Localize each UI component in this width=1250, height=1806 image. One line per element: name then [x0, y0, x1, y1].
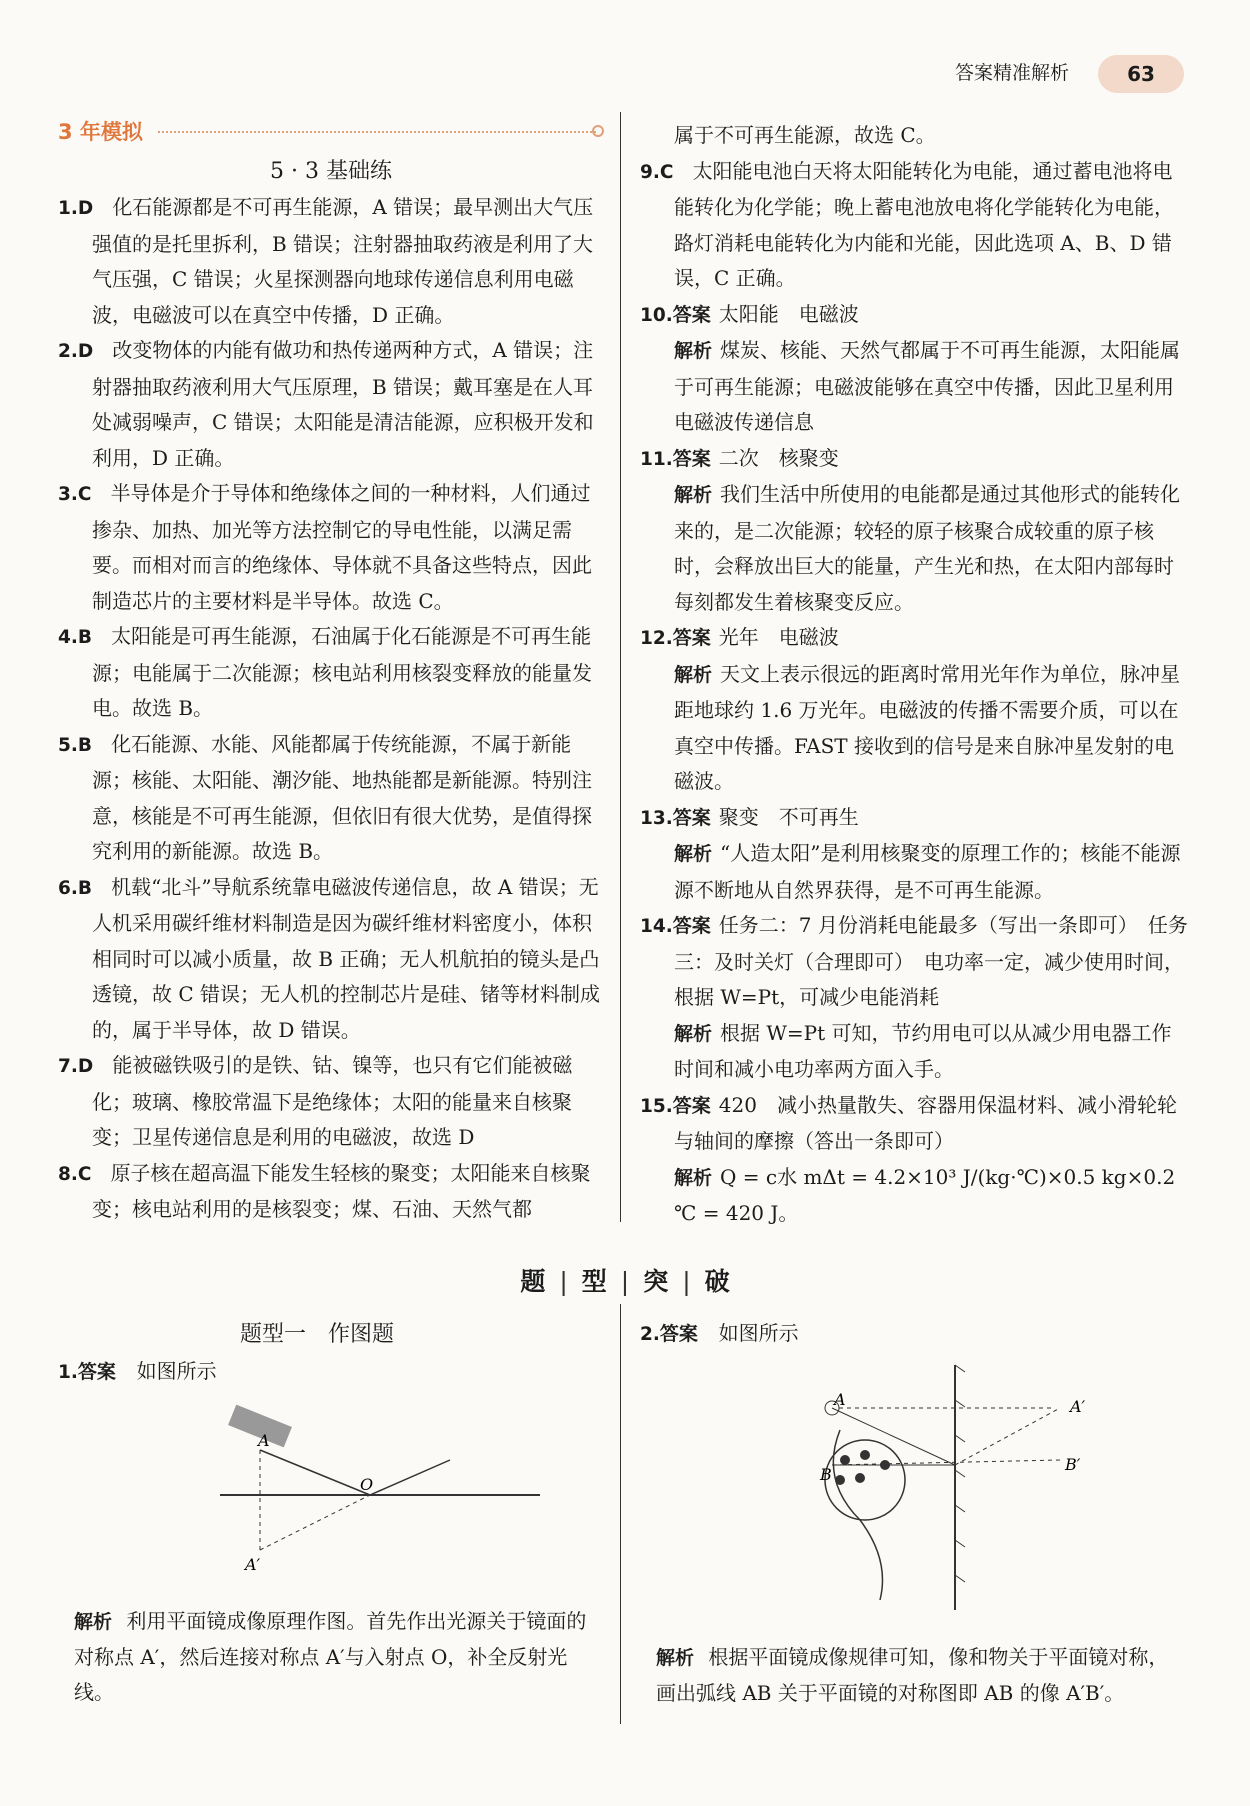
list-item: 6.B 机载“北斗”导航系统靠电磁波传递信息，故 A 错误；无人机采用碳纤维材料制造是因为碳纤维材料密度小，体积相同时可以减小质量，故 B 正确；无人机航拍的镜头是凸透镜，故 C 错误；无人机的控制芯片是硅、锗等材料制成的，属于半导体，故 D 错误。	[58, 874, 601, 1042]
explanation: 解析 煤炭、核能、天然气都属于不可再生能源，太阳能属于可再生能源；电磁波能够在真空中传播，因此卫星利用电磁波传递信息	[674, 338, 1181, 434]
continuation-text: 属于不可再生能源，故选 C。	[674, 123, 936, 147]
list-item: 7.D 能被磁铁吸引的是铁、钴、镍等，也只有它们能被磁化；玻璃、橡胶常温下是绝缘体；太阳的能量来自核聚变；卫星传递信息是利用的电磁波，故选 D	[58, 1053, 573, 1149]
list-item: 8.C 原子核在超高温下能发生轻核的聚变；太阳能来自核聚变；核电站利用的是核裂变；煤、石油、天然气都	[58, 1160, 591, 1221]
column-divider-lower	[620, 1304, 621, 1724]
list-item: 1.D 化石能源都是不可再生能源，A 错误；最早测出大气压强值的是托里拆利，B 错误；注射器抽取药液是利用了大气压强，C 错误；火星探测器向地球传递信息利用电磁波，电磁波可以在真空中传播，D 正确。	[58, 195, 594, 327]
fig2-label-b: B	[820, 1465, 832, 1484]
explanation: 解析 “人造太阳”是利用核聚变的原理工作的；核能不能源源不断地从自然界获得，是不可再生能源。	[674, 841, 1181, 902]
type1-title: 题型一 作图题	[240, 1322, 395, 1347]
header-title: 答案精准解析	[955, 62, 1070, 84]
list-item: 12.答案 光年 电磁波	[640, 625, 839, 649]
explanation: 解析 天文上表示很远的距离时常用光年作为单位，脉冲星距地球约 1.6 万光年。电磁波的传播不需要介质，可以在真空中传播。FAST 接收到的信号是来自脉冲星发射的电磁波。	[674, 661, 1181, 793]
column-divider	[620, 112, 621, 1222]
q1-answer: 1.答案 如图所示	[58, 1359, 217, 1383]
section-title: 3 年模拟	[58, 120, 143, 144]
fig2-label-a-prime: A′	[1070, 1397, 1086, 1416]
opera-face-mirror-diagram	[720, 1360, 1120, 1620]
fig1-label-o: O	[360, 1475, 374, 1494]
list-item: 3.C 半导体是介于导体和绝缘体之间的一种材料，人们通过掺杂、加热、加光等方法控制它的导电性能，以满足需要。而相对而言的绝缘体、导体就不具备这些特点，因此制造芯片的主要材料是半导体。故选 C。	[58, 481, 592, 613]
page-number: 63	[1098, 55, 1184, 93]
section-divider	[158, 131, 596, 133]
right-column	[640, 118, 1188, 1232]
fig2-label-a: A	[834, 1390, 846, 1409]
fig1-label-a: A	[258, 1431, 270, 1450]
explanation: 解析 Q = c水 mΔt = 4.2×10³ J/(kg·℃)×0.5 kg×0.2 ℃ = 420 J。	[674, 1164, 1176, 1225]
q1-explanation: 解析 利用平面镜成像原理作图。首先作出光源关于镜面的对称点 A′，然后连接对称点 A′与入射点 O，补全反射光线。	[74, 1609, 587, 1704]
explanation: 解析 我们生活中所使用的电能都是通过其他形式的能转化来的，是二次能源；较轻的原子核聚合成较重的原子核时，会释放出巨大的能量，产生光和热，在太阳内部每时每刻都发生着核聚变反应。	[674, 482, 1181, 614]
q2-explanation: 解析 根据平面镜成像规律可知，像和物关于平面镜对称，画出弧线 AB 关于平面镜的对称图即 AB 的像 A′B′。	[656, 1645, 1169, 1705]
list-item: 15.答案 420 减小热量散失、容器用保温材料、减小滑轮轮与轴间的摩擦（答出一条即可）	[640, 1092, 1177, 1153]
section-subtitle: 5 · 3 基础练	[270, 159, 392, 184]
section-divider-dot	[592, 125, 604, 137]
list-item: 10.答案 太阳能 电磁波	[640, 301, 859, 326]
list-item: 11.答案 二次 核聚变	[640, 445, 839, 470]
mirror-reflection-diagram	[200, 1400, 600, 1580]
list-item: 5.B 化石能源、水能、风能都属于传统能源，不属于新能源；核能、太阳能、潮汐能、地热能都是新能源。特别注意，核能是不可再生能源，但依旧有很大优势，是值得探究利用的新能源。故选 B。	[58, 731, 592, 863]
left-column	[58, 190, 606, 1228]
list-item: 4.B 太阳能是可再生能源，石油属于化石能源是不可再生能源；电能属于二次能源；核电站利用核裂变释放的能量发电。故选 B。	[58, 624, 592, 720]
explanation: 解析 根据 W=Pt 可知，节约用电可以从减少用电器工作时间和减小电功率两方面入手。	[674, 1020, 1172, 1081]
fig1-label-a-prime: A′	[245, 1555, 261, 1574]
q2-answer: 2.答案 如图所示	[640, 1321, 799, 1345]
list-item: 14.答案 任务二：7 月份消耗电能最多（写出一条即可） 任务三：及时关灯（合理即可） 电功率一定，减少使用时间，根据 W=Pt，可减少电能消耗	[640, 913, 1188, 1009]
tixing-title: 题 | 型 | 突 | 破	[520, 1267, 730, 1296]
list-item: 13.答案 聚变 不可再生	[640, 804, 859, 829]
list-item: 2.D 改变物体的内能有做功和热传递两种方式，A 错误；注射器抽取药液利用大气压原理，B 错误；戴耳塞是在人耳处减弱噪声，C 错误；太阳能是清洁能源，应积极开发和利用，D 正确。	[58, 338, 594, 470]
list-item: 9.C 太阳能电池白天将太阳能转化为电能，通过蓄电池将电能转化为化学能；晚上蓄电池放电将化学能转化为电能，路灯消耗电能转化为内能和光能，因此选项 A、B、D 错误，C 正确。	[640, 158, 1174, 290]
fig2-label-b-prime: B′	[1065, 1455, 1081, 1474]
